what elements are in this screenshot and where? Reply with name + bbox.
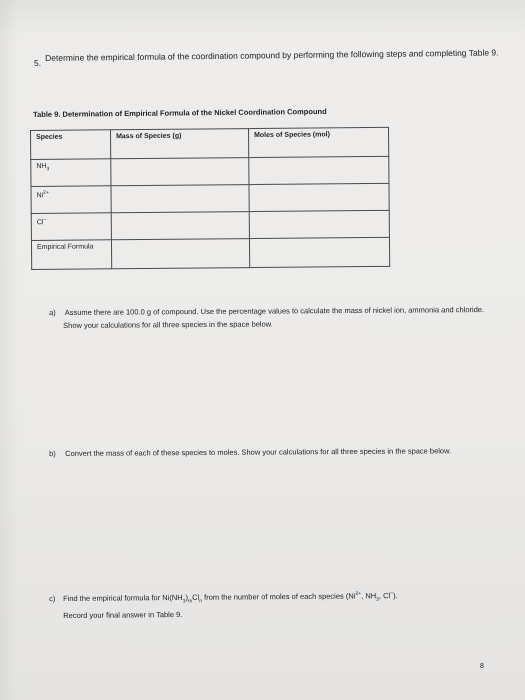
subscript: n (199, 597, 203, 604)
part-c-line2: Record your final answer in Table 9. (63, 609, 183, 620)
part-b-label: b) (49, 449, 56, 459)
question-5-text: Determine the empirical formula of the coordination compound by performing the following steps and completing Table 9. (45, 47, 499, 63)
text-segment: ). (393, 590, 398, 600)
question-number: 5. (34, 58, 42, 68)
mass-cell[interactable] (111, 158, 249, 186)
species-cell: Empirical Formula (31, 240, 111, 270)
species-charge: 2+ (43, 189, 49, 196)
subscript: 3 (182, 597, 186, 604)
species-name: Ni (36, 192, 44, 200)
empirical-formula-table (30, 127, 390, 270)
header-species: Species (31, 130, 111, 160)
species-cell (31, 186, 111, 214)
moles-cell[interactable] (249, 156, 389, 184)
part-a-label: a) (49, 308, 56, 318)
table-row (31, 183, 389, 213)
text-segment: from the number of moles of each species (Ni (201, 590, 356, 602)
species-cell (31, 159, 111, 187)
part-b (49, 444, 493, 460)
table-header-row (31, 127, 389, 159)
page-shadow (0, 0, 525, 40)
table-row (31, 210, 389, 240)
part-b-text: Convert the mass of each of these species to moles. Show your calculations for all three species in the space below. (65, 446, 452, 458)
table-title: Table 9. Determination of Empirical Formula of the Nickel Coordination Compound (33, 106, 327, 119)
moles-cell[interactable] (249, 210, 389, 238)
page-number: 8 (480, 663, 484, 670)
header-moles: Moles of Species (mol) (248, 127, 388, 157)
mass-cell[interactable] (111, 212, 249, 240)
table-row (31, 156, 389, 186)
text-segment: , NH (361, 590, 377, 600)
species-subscript: 3 (46, 166, 50, 173)
superscript: − (390, 590, 394, 597)
part-a-text: Assume there are 100.0 g of compound. Use the percentage values to calculate the mass of nickel ion, ammonia and chloride. Show your calculations for all three species in the space below. (63, 305, 485, 330)
species-name: NH (36, 162, 47, 170)
moles-cell[interactable] (249, 183, 389, 211)
mass-cell[interactable] (111, 185, 249, 213)
text-segment: ) (185, 592, 189, 602)
header-mass: Mass of Species (g) (111, 129, 249, 159)
mass-cell[interactable] (111, 239, 249, 269)
species-cell (31, 213, 111, 241)
subscript: m (187, 597, 193, 604)
species-name: Cl (36, 219, 44, 227)
subscript: 3 (376, 596, 379, 603)
species-charge: − (43, 216, 47, 223)
superscript: 2+ (355, 590, 362, 597)
part-c-label: c) (49, 593, 56, 603)
part-c (49, 586, 503, 622)
text-segment: Find the empirical formula for Ni(NH (63, 592, 183, 603)
moles-cell[interactable] (249, 237, 389, 267)
part-c-text (63, 591, 398, 603)
table-row (31, 237, 389, 269)
part-a (49, 303, 493, 332)
page-edge-shadow (0, 0, 18, 700)
text-segment: , Cl (378, 590, 391, 600)
text-segment: Cl (192, 592, 200, 602)
